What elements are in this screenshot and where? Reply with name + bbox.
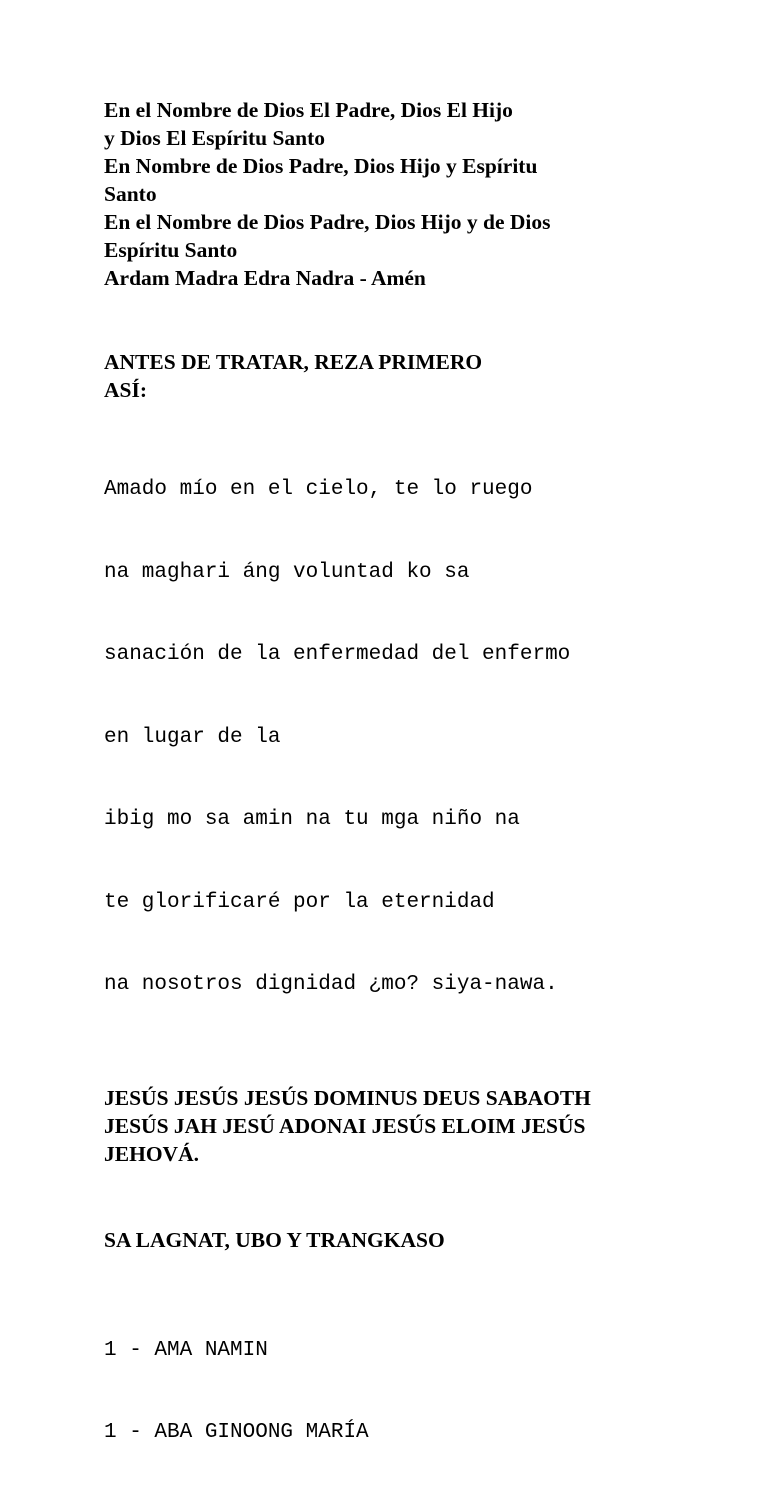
prayer-list bbox=[104, 1282, 724, 1502]
prayer-line: sanación de la enfermedad del enfermo bbox=[104, 643, 571, 666]
invocation-line: En Nombre de Dios Padre, Dios Hijo y Espíritu bbox=[104, 154, 538, 178]
invocation-line: Santo bbox=[104, 182, 157, 206]
antes-heading bbox=[104, 348, 724, 404]
antes-heading-line: ANTES DE TRATAR, REZA PRIMERO bbox=[104, 350, 483, 374]
document-page bbox=[104, 96, 724, 1502]
jesus-invocation-line: JESÚS JAH JESÚ ADONAI JESÚS ELOIM JESÚS bbox=[104, 1113, 586, 1138]
prayer-line: Amado mío en el cielo, te lo ruego bbox=[104, 478, 533, 501]
jesus-invocation-line: JEHOVÁ. bbox=[104, 1141, 199, 1166]
jesus-invocation-block bbox=[104, 1084, 724, 1168]
lagnat-heading: SA LAGNAT, UBO Y TRANGKASO bbox=[104, 1227, 445, 1252]
invocation-line: En el Nombre de Dios El Padre, Dios El Hijo bbox=[104, 98, 513, 122]
jesus-invocation-line: JESÚS JESÚS JESÚS DOMINUS DEUS SABAOTH bbox=[104, 1085, 591, 1110]
prayer-line: en lugar de la bbox=[104, 725, 281, 749]
list-item: 1 - ABA GINOONG MARÍA bbox=[104, 1421, 369, 1444]
invocation-line: Espíritu Santo bbox=[104, 238, 238, 262]
invocation-block bbox=[104, 96, 724, 292]
list-item: 1 - AMA NAMIN bbox=[104, 1338, 268, 1362]
prayer-block bbox=[104, 421, 724, 1054]
prayer-line: te glorificaré por la eternidad bbox=[104, 890, 495, 914]
antes-heading-line: ASÍ: bbox=[104, 378, 148, 402]
invocation-line: y Dios El Espíritu Santo bbox=[104, 126, 326, 150]
invocation-line: En el Nombre de Dios Padre, Dios Hijo y de Dios bbox=[104, 210, 551, 234]
prayer-line: na nosotros dignidad ¿mo? siya-nawa. bbox=[104, 973, 558, 996]
invocation-line: Ardam Madra Edra Nadra - Amén bbox=[104, 266, 426, 290]
prayer-line: na maghari áng voluntad ko sa bbox=[104, 560, 470, 584]
prayer-line: ibig mo sa amin na tu mga niño na bbox=[104, 808, 520, 831]
